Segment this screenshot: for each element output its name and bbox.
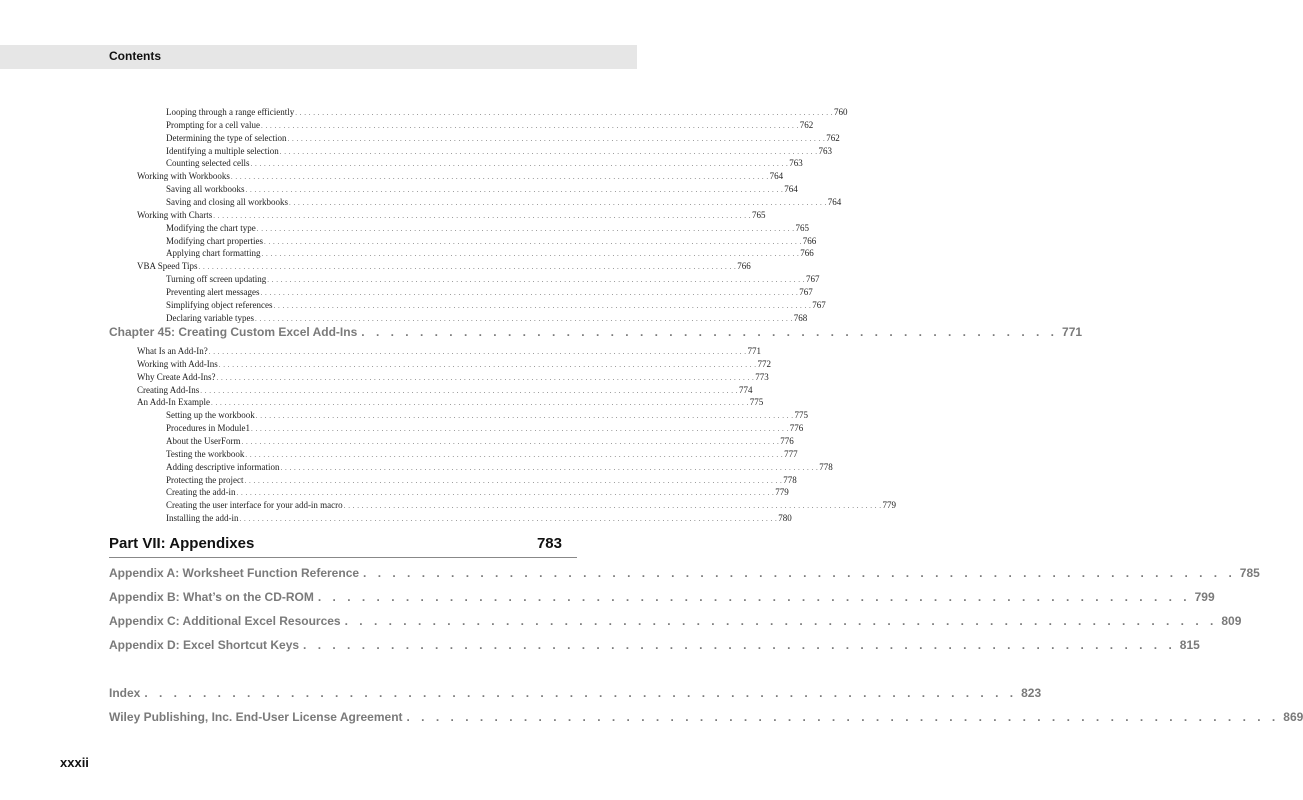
dot-leader: . . . . . . . . . . . . . . . . . . . . . . . . . . . . . . . . . . . . . . . . . . . . . . . . . . . . . . . . . . . . . . . . . . . . . . . . . . . . . . . . . . . . . . . . . . . . . . . . . . . . . . . . . . . . . . . . . . . . . . . . [279,147,818,156]
toc-entry[interactable] [166,512,792,524]
dot-leader: . . . . . . . . . . . . . . . . . . . . . . . . . . . . . . . . . . . . . . . . . . . . . . . . . . . . . . . . . . . . . . . . . . . . . . . . . . . . . . . . . . . . . . . . . . . . . . . . . . . . . . . . . . . . . . . . . . . . . . . . [250,425,789,434]
dot-leader: . . . . . . . . . . . . . . . . . . . . . . . . . . . . . . . . . . . . . . . . . . . . . . . . . . . . . . . . . . . . . . . . . . . . . . . . . . . . . . . . . . . . . . . . . . . . . . . . . . . . . . . . . . . . . . . . . . . . . . . . [245,186,784,195]
toc-entry[interactable] [166,448,798,460]
entry-page: 779 [882,500,896,511]
toc-entry[interactable] [137,209,766,221]
dot-leader: . . . . . . . . . . . . . . . . . . . . . . . . . . . . . . . . . . . . . . . . . . . . . . . . . . . . . . . . . . . . . . . . . . . . . . . . . . . . . . . . . . . . . . . . . . . . . . . . . . . . . . . . . . . . . . . . . . . . . . . . [241,437,780,446]
toc-appendix[interactable] [109,565,1260,581]
toc-back-matter[interactable] [109,709,1303,725]
dot-leader: . . . . . . . . . . . . . . . . . . . . . . . . . . . . . . . . . . . . . . . . . . . . . . . . . . . . . . . . . . . . [344,614,1218,628]
toc-entry[interactable] [166,312,808,324]
dot-leader: . . . . . . . . . . . . . . . . . . . . . . . . . . . . . . . . . . . . . . . . . . . . . . . . . . . . . . . . . . . . . . . . . . . . . . . . . . . . . . . . . . . . . . . . . . . . . . . . . . . . . . . . . . . . . . . . . . . . . . . . [208,348,747,356]
entry-page: 771 [747,346,761,356]
entry-page: 776 [780,435,794,446]
entry-page: 809 [1221,614,1242,628]
entry-page: 778 [819,461,833,472]
toc-entry[interactable] [166,474,797,486]
dot-leader: . . . . . . . . . . . . . . . . . . . . . . . . . . . . . . . . . . . . . . . . . . . . . . . . . . . . . . . . . . . . . . . . . . . . . . . . . . . . . . . . . . . . . . . . . . . . . . . . . . . . . . . . . . . . . . . . . . . . . . . . [295,109,834,117]
entry-page: 764 [827,196,842,207]
entry-title: Identifying a multiple selection [166,145,279,156]
entry-page: 815 [1179,638,1200,652]
entry-title: What Is an Add-In? [137,346,208,356]
toc-entry[interactable] [166,183,798,195]
toc-part-7[interactable] [109,535,562,557]
entry-page: 767 [806,274,820,285]
dot-leader: . . . . . . . . . . . . . . . . . . . . . . . . . . . . . . . . . . . . . . . . . . . . . . . . . . . . . . . . . . . . . . . . . . . . . . . . . . . . . . . . . . . . . . . . . . . . . . . . . . . . . . . . . . . . . . . . . . . . . . . . [343,502,882,511]
entry-title: Adding descriptive information [166,461,280,472]
entry-title: Preventing alert messages [166,286,260,297]
entry-title: Protecting the project [166,474,244,485]
entry-title: Wiley Publishing, Inc. End-User License Agreement [109,710,403,724]
toc-entry[interactable] [137,384,753,396]
entry-page: 823 [1021,686,1042,700]
entry-page: 765 [795,222,809,233]
entry-page: 767 [799,286,813,297]
entry-title: Creating Add-Ins [137,384,200,395]
entry-page: 773 [755,371,769,382]
entry-page: 799 [1194,590,1215,604]
toc-entry[interactable] [166,119,814,131]
dot-leader: . . . . . . . . . . . . . . . . . . . . . . . . . . . . . . . . . . . . . . . . . . . . . . . . . . . . . . . . . . . . . . . . . . . . . . . . . . . . . . . . . . . . . . . . . . . . . . . . . . . . . . . . . . . . . . . . . . . . . . . . [273,301,812,310]
entry-page: 766 [802,235,817,246]
toc-entry[interactable] [166,235,817,247]
entry-page: 776 [789,423,804,434]
toc-back-matter[interactable] [109,685,1042,701]
dot-leader: . . . . . . . . . . . . . . . . . . . . . . . . . . . . . . . . . . . . . . . . . . . . . . . . . . . . . . . . . . . . . . . . . . . . . . . . . . . . . . . . . . . . . . . . . . . . . . . . . . . . . . . . . . . . . . . . . . . . . . . . [236,489,775,498]
dot-leader: . . . . . . . . . . . . . . . . . . . . . . . . . . . . . . . . . . . . . . . . . . . . . . . . . . . . . . . . . . . . . . . . . . . . . . . . . . . . . . . . . . . . . . . . . . . . . . . . . . . . . . . . . . . . . . . . . . . . . . . . [289,198,827,207]
toc-entry[interactable] [166,132,840,144]
entry-title: VBA Speed Tips [137,261,198,272]
entry-page: 780 [778,513,792,524]
toc-entry[interactable] [166,435,794,447]
entry-title: Saving all workbooks [166,184,245,195]
dot-leader: . . . . . . . . . . . . . . . . . . . . . . . . . . . . . . . . . . . . . . . . . . . . . . . . . . . . . . . . . . . . . . . . . . . . . . . . . . . . . . . . . . . . . . . . . . . . . . . . . . . . . . . . . . . . . . . . . . . . . . . . [254,314,793,323]
entry-title: Creating the user interface for your add-in macro [166,500,343,511]
entry-title: Working with Add-Ins [137,358,218,369]
entry-title: An Add-In Example [137,397,210,408]
entry-title: Testing the workbook [166,448,245,459]
toc-entry[interactable] [166,486,789,498]
dot-leader: . . . . . . . . . . . . . . . . . . . . . . . . . . . . . . . . . . . . . . . . . . . . . . . . . . . . . . . . . . . . . . . . . . . . . . . . . . . . . . . . . . . . . . . . . . . . . . . . . . . . . . . . . . . . . . . . . . . . . . . . [218,360,757,369]
toc-entry[interactable] [166,286,813,298]
dot-leader: . . . . . . . . . . . . . . . . . . . . . . . . . . . . . . . . . . . . . . . . . . . . . . . . . . . . . . . . . . . . . . . . . . . . . . . . . . . . . . . . . . . . . . . . . . . . . . . . . . . . . . . . . . . . . . . . . . . . . . . . [280,463,819,472]
dot-leader: . . . . . . . . . . . . . . . . . . . . . . . . . . . . . . . . . . . . . . . . . . . . . . . . . . . . . . . . . . . . . . . . . . . . . . . . . . . . . . . . . . . . . . . . . . . . . . . . . . . . . . . . . . . . . . . . . . . . . . . . [213,211,752,220]
toc-entry[interactable] [166,157,803,169]
toc-entry[interactable] [166,299,826,311]
entry-title: Appendix A: Worksheet Function Reference [109,566,360,580]
page-folio: xxxii [60,755,89,770]
dot-leader: . . . . . . . . . . . . . . . . . . . . . . . . . . . . . . . . . . . . . . . . . . . . . . . . . . . . . . . . . . . . . . . . . . . . . . . . . . . . . . . . . . . . . . . . . . . . . . . . . . . . . . . . . . . . . . . . . . . . . . . . [250,160,789,169]
toc-entry[interactable] [137,170,784,182]
toc-entry[interactable] [137,371,769,383]
entry-title: Prompting for a cell value [166,119,260,130]
entry-title: Appendix C: Additional Excel Resources [109,614,341,628]
entry-title: Appendix D: Excel Shortcut Keys [109,638,300,652]
toc-entry[interactable] [166,106,848,118]
entry-page: 775 [794,410,808,421]
entry-page: 766 [737,261,751,272]
entry-page: 774 [739,384,753,395]
toc-entry[interactable] [166,247,814,259]
entry-page: 777 [784,448,798,459]
dot-leader: . . . . . . . . . . . . . . . . . . . . . . . . . . . . . . . . . . . . . . . . . . . . . . . . . . . . . . . . . . . . [406,710,1280,724]
entry-page: 768 [793,312,808,323]
entry-page: 762 [799,119,814,130]
dot-leader: . . . . . . . . . . . . . . . . . . . . . . . . . . . . . . . . . . . . . . . . . . . . . . . . . . . . . . . . . . . . . . . . . . . . . . . . . . . . . . . . . . . . . . . . . . . . . . . . . . . . . . . . . . . . . . . . . . . . . . . . [263,237,802,246]
dot-leader: . . . . . . . . . . . . . . . . . . . . . . . . . . . . . . . . . . . . . . . . . . . . . . . . . . . . . . . . . . . . . . . . . . . . . . . . . . . . . . . . . . . . . . . . . . . . . . . . . . . . . . . . . . . . . . . . . . . . . . . . [260,288,799,297]
entry-title: Modifying chart properties [166,235,263,246]
dot-leader: . . . . . . . . . . . . . . . . . . . . . . . . . . . . . . . . . . . . . . . . . . . . . . . . . . . . . . . . . . . . . . . . . . . . . . . . . . . . . . . . . . . . . . . . . . . . . . . . . . . . . . . . . . . . . . . . . . . . . . . . [255,412,794,421]
dot-leader: . . . . . . . . . . . . . . . . . . . . . . . . . . . . . . . . . . . . . . . . . . . . . . . . [361,325,1059,339]
entry-page: 765 [752,209,766,220]
part-page: 783 [536,535,562,552]
entry-title: Simplifying object references [166,299,273,310]
entry-page: 766 [800,248,814,259]
entry-title: Saving and closing all workbooks [166,196,288,207]
toc-entry[interactable] [166,461,833,473]
entry-title: Working with Workbooks [137,171,230,182]
dot-leader: . . . . . . . . . . . . . . . . . . . . . . . . . . . . . . . . . . . . . . . . . . . . . . . . . . . . . . . . . . . . . . . . . . . . . . . . . . . . . . . . . . . . . . . . . . . . . . . . . . . . . . . . . . . . . . . . . . . . . . . . [210,399,749,408]
entry-page: 785 [1239,566,1260,580]
running-header-title: Contents [109,49,161,63]
toc-appendix[interactable] [109,589,1215,605]
dot-leader: . . . . . . . . . . . . . . . . . . . . . . . . . . . . . . . . . . . . . . . . . . . . . . . . . . . . . . . . . . . . . . . . . . . . . . . . . . . . . . . . . . . . . . . . . . . . . . . . . . . . . . . . . . . . . . . . . . . . . . . . [244,476,783,485]
chapter-page: 771 [1062,325,1083,339]
entry-title: Installing the add-in [166,513,239,524]
dot-leader: . . . . . . . . . . . . . . . . . . . . . . . . . . . . . . . . . . . . . . . . . . . . . . . . . . . . . . . . . . . . . . . . . . . . . . . . . . . . . . . . . . . . . . . . . . . . . . . . . . . . . . . . . . . . . . . . . . . . . . . . [260,121,799,130]
entry-title: Counting selected cells [166,158,250,169]
entry-page: 779 [775,487,789,498]
toc-entry[interactable] [166,499,896,511]
dot-leader: . . . . . . . . . . . . . . . . . . . . . . . . . . . . . . . . . . . . . . . . . . . . . . . . . . . . . . . . . . . . [144,686,1018,700]
dot-leader: . . . . . . . . . . . . . . . . . . . . . . . . . . . . . . . . . . . . . . . . . . . . . . . . . . . . . . . . . . . . . . . . . . . . . . . . . . . . . . . . . . . . . . . . . . . . . . . . . . . . . . . . . . . . . . . . . . . . . . . . [256,224,795,233]
entry-title: Working with Charts [137,209,213,220]
dot-leader: . . . . . . . . . . . . . . . . . . . . . . . . . . . . . . . . . . . . . . . . . . . . . . . . . . . . . . . . . . . . . . . . . . . . . . . . . . . . . . . . . . . . . . . . . . . . . . . . . . . . . . . . . . . . . . . . . . . . . . . . [261,250,800,259]
entry-page: 764 [784,184,798,195]
entry-title: Applying chart formatting [166,248,261,259]
entry-title: Determining the type of selection [166,132,287,143]
entry-title: Index [109,686,141,700]
entry-page: 763 [818,145,832,156]
entry-page: 762 [826,132,840,143]
entry-page: 775 [749,397,764,408]
entry-title: About the UserForm [166,435,241,446]
entry-page: 869 [1283,710,1303,724]
dot-leader: . . . . . . . . . . . . . . . . . . . . . . . . . . . . . . . . . . . . . . . . . . . . . . . . . . . . . . . . . . . . . . . . . . . . . . . . . . . . . . . . . . . . . . . . . . . . . . . . . . . . . . . . . . . . . . . . . . . . . . . . [216,373,755,382]
entry-title: Declaring variable types [166,312,254,323]
entry-page: 772 [757,358,772,369]
toc-chapter-45[interactable] [109,324,1083,340]
toc-entry[interactable] [137,358,772,370]
entry-title: Appendix B: What’s on the CD-ROM [109,590,314,604]
dot-leader: . . . . . . . . . . . . . . . . . . . . . . . . . . . . . . . . . . . . . . . . . . . . . . . . . . . . . . . . . . . . [363,566,1236,580]
dot-leader: . . . . . . . . . . . . . . . . . . . . . . . . . . . . . . . . . . . . . . . . . . . . . . . . . . . . . . . . . . . . [317,590,1191,604]
toc-entry[interactable] [137,396,764,408]
entry-page: 763 [789,158,803,169]
entry-title: Modifying the chart type [166,222,256,233]
chapter-title: Chapter 45: Creating Custom Excel Add-Ins [109,325,358,339]
entry-title: Setting up the workbook [166,410,255,421]
entry-title: Creating the add-in [166,487,236,498]
entry-page: 767 [812,299,826,310]
toc-entry[interactable] [166,273,820,285]
dot-leader: . . . . . . . . . . . . . . . . . . . . . . . . . . . . . . . . . . . . . . . . . . . . . . . . . . . . . . . . . . . . . . . . . . . . . . . . . . . . . . . . . . . . . . . . . . . . . . . . . . . . . . . . . . . . . . . . . . . . . . . . [267,276,805,285]
entry-page: 778 [783,474,797,485]
toc-entry[interactable] [137,345,761,357]
dot-leader: . . . . . . . . . . . . . . . . . . . . . . . . . . . . . . . . . . . . . . . . . . . . . . . . . . . . . . . . . . . . . . . . . . . . . . . . . . . . . . . . . . . . . . . . . . . . . . . . . . . . . . . . . . . . . . . . . . . . . . . . [230,173,769,182]
entry-title: Procedures in Module1 [166,423,250,434]
dot-leader: . . . . . . . . . . . . . . . . . . . . . . . . . . . . . . . . . . . . . . . . . . . . . . . . . . . . . . . . . . . . . . . . . . . . . . . . . . . . . . . . . . . . . . . . . . . . . . . . . . . . . . . . . . . . . . . . . . . . . . . . [239,515,778,524]
dot-leader: . . . . . . . . . . . . . . . . . . . . . . . . . . . . . . . . . . . . . . . . . . . . . . . . . . . . . . . . . . . . . . . . . . . . . . . . . . . . . . . . . . . . . . . . . . . . . . . . . . . . . . . . . . . . . . . . . . . . . . . . [245,450,784,459]
part-rule [109,557,577,558]
dot-leader: . . . . . . . . . . . . . . . . . . . . . . . . . . . . . . . . . . . . . . . . . . . . . . . . . . . . . . . . . . . . . . . . . . . . . . . . . . . . . . . . . . . . . . . . . . . . . . . . . . . . . . . . . . . . . . . . . . . . . . . . [200,386,738,395]
toc-entry[interactable] [166,196,842,208]
toc-entry[interactable] [166,422,804,434]
entry-title: Why Create Add-Ins? [137,371,216,382]
toc-entry[interactable] [166,222,809,234]
entry-title: Turning off screen updating [166,274,267,285]
toc-entry[interactable] [137,260,751,272]
toc-entry[interactable] [166,409,808,421]
entry-title: Looping through a range efficiently [166,107,295,117]
toc-appendix[interactable] [109,613,1242,629]
part-title: Part VII: Appendixes [109,535,255,552]
entry-page: 760 [834,107,848,117]
toc-entry[interactable] [166,145,832,157]
running-header-band [0,45,637,69]
dot-leader: . . . . . . . . . . . . . . . . . . . . . . . . . . . . . . . . . . . . . . . . . . . . . . . . . . . . . . . . . . . . [303,638,1176,652]
entry-page: 764 [769,171,784,182]
dot-leader: . . . . . . . . . . . . . . . . . . . . . . . . . . . . . . . . . . . . . . . . . . . . . . . . . . . . . . . . . . . . . . . . . . . . . . . . . . . . . . . . . . . . . . . . . . . . . . . . . . . . . . . . . . . . . . . . . . . . . . . . [287,134,826,143]
toc-appendix[interactable] [109,637,1200,653]
dot-leader: . . . . . . . . . . . . . . . . . . . . . . . . . . . . . . . . . . . . . . . . . . . . . . . . . . . . . . . . . . . . . . . . . . . . . . . . . . . . . . . . . . . . . . . . . . . . . . . . . . . . . . . . . . . . . . . . . . . . . . . . [198,263,737,272]
